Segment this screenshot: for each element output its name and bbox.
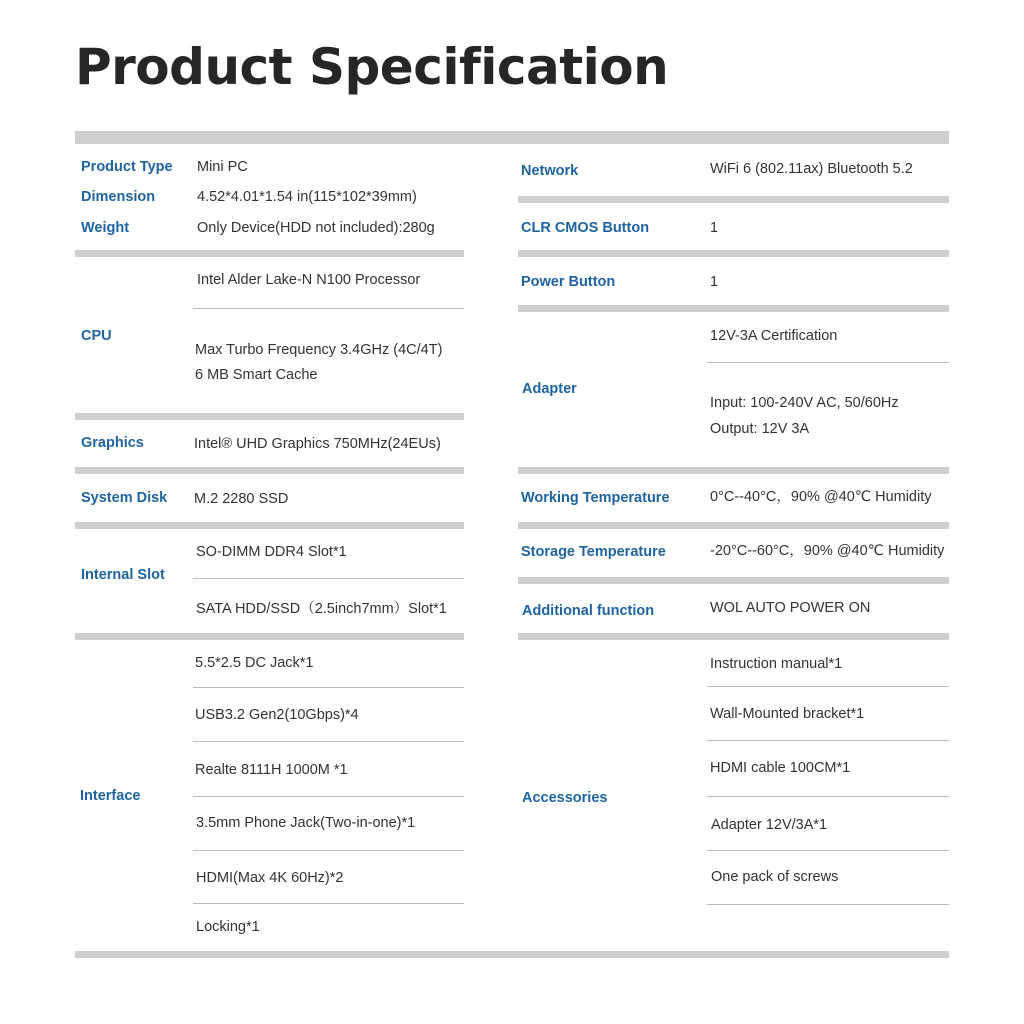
divider: [518, 305, 949, 312]
divider: [75, 413, 464, 420]
sub-divider: [193, 578, 464, 579]
spec-label-interface: Interface: [80, 788, 141, 804]
spec-value-accessory-screws: One pack of screws: [711, 869, 839, 885]
spec-label-system-disk: System Disk: [81, 490, 168, 506]
divider: [518, 196, 949, 203]
divider: [75, 522, 464, 529]
spec-label-product-type: Product Type: [81, 159, 173, 175]
sub-divider: [193, 903, 464, 904]
sub-divider: [707, 740, 949, 741]
spec-value-interface-lock: Locking*1: [196, 919, 260, 935]
spec-value-interface-hdmi: HDMI(Max 4K 60Hz)*2: [196, 870, 344, 886]
spec-value-slot-ddr4: SO-DIMM DDR4 Slot*1: [196, 544, 347, 560]
spec-value-graphics: Intel® UHD Graphics 750MHz(24EUs): [194, 436, 441, 452]
spec-value-interface-usb: USB3.2 Gen2(10Gbps)*4: [195, 707, 359, 723]
sub-divider: [707, 686, 949, 687]
spec-value-cpu-turbo: Max Turbo Frequency 3.4GHz (4C/4T): [195, 342, 443, 358]
spec-value-accessory-bracket: Wall-Mounted bracket*1: [710, 706, 865, 722]
sub-divider: [707, 362, 949, 363]
divider: [518, 633, 949, 640]
sub-divider: [193, 687, 464, 688]
spec-label-weight: Weight: [81, 220, 130, 236]
sub-divider: [707, 904, 949, 905]
divider: [518, 577, 949, 584]
divider: [75, 250, 464, 257]
sub-divider: [707, 850, 949, 851]
top-divider: [75, 131, 949, 144]
spec-label-clr-cmos: CLR CMOS Button: [521, 220, 650, 236]
spec-label-graphics: Graphics: [81, 435, 144, 451]
spec-value-weight: Only Device(HDD not included):280g: [197, 220, 435, 236]
spec-value-interface-audio: 3.5mm Phone Jack(Two-in-one)*1: [196, 815, 416, 831]
spec-value-slot-sata: SATA HDD/SSD（2.5inch7mm）Slot*1: [196, 601, 447, 617]
spec-value-interface-dc: 5.5*2.5 DC Jack*1: [195, 655, 314, 671]
spec-label-storage-temperature: Storage Temperature: [521, 544, 666, 560]
spec-label-dimension: Dimension: [81, 189, 156, 205]
sub-divider: [193, 796, 464, 797]
spec-value-power-button: 1: [710, 274, 719, 290]
spec-value-adapter-input: Input: 100-240V AC, 50/60Hz: [710, 395, 899, 411]
spec-value-working-temperature: 0°C--40°C，90% @40℃ Humidity: [710, 489, 932, 505]
bottom-divider: [75, 951, 949, 958]
spec-value-system-disk: M.2 2280 SSD: [194, 491, 289, 507]
spec-value-accessory-manual: Instruction manual*1: [710, 656, 843, 672]
spec-label-cpu: CPU: [81, 328, 112, 344]
divider: [518, 522, 949, 529]
spec-label-additional-function: Additional function: [522, 603, 655, 619]
sub-divider: [193, 741, 464, 742]
divider: [518, 250, 949, 257]
spec-value-adapter-output: Output: 12V 3A: [710, 421, 810, 437]
spec-value-adapter-cert: 12V-3A Certification: [710, 328, 838, 344]
sub-divider: [193, 308, 464, 309]
divider: [518, 467, 949, 474]
spec-value-storage-temperature: -20°C--60°C，90% @40℃ Humidity: [710, 543, 945, 559]
spec-value-dimension: 4.52*4.01*1.54 in(115*102*39mm): [197, 189, 417, 205]
divider: [75, 633, 464, 640]
spec-label-internal-slot: Internal Slot: [81, 567, 165, 583]
spec-value-product-type: Mini PC: [197, 159, 248, 175]
spec-value-network: WiFi 6 (802.11ax) Bluetooth 5.2: [710, 161, 913, 177]
divider: [75, 467, 464, 474]
spec-value-clr-cmos: 1: [710, 220, 719, 236]
page-title: Product Specification: [75, 38, 669, 96]
spec-value-interface-lan: Realte 8111H 1000M *1: [195, 762, 348, 778]
sub-divider: [707, 796, 949, 797]
spec-value-accessory-adapter: Adapter 12V/3A*1: [711, 817, 828, 833]
spec-value-additional-function: WOL AUTO POWER ON: [710, 600, 871, 616]
spec-label-network: Network: [521, 163, 579, 179]
spec-label-power-button: Power Button: [521, 274, 616, 290]
spec-value-cpu-cache: 6 MB Smart Cache: [195, 367, 318, 383]
sub-divider: [193, 850, 464, 851]
spec-label-working-temperature: Working Temperature: [521, 490, 670, 506]
spec-label-adapter: Adapter: [522, 381, 577, 397]
spec-value-accessory-hdmi: HDMI cable 100CM*1: [710, 760, 851, 776]
spec-value-cpu-processor: Intel Alder Lake-N N100 Processor: [197, 272, 421, 288]
spec-label-accessories: Accessories: [522, 790, 608, 806]
